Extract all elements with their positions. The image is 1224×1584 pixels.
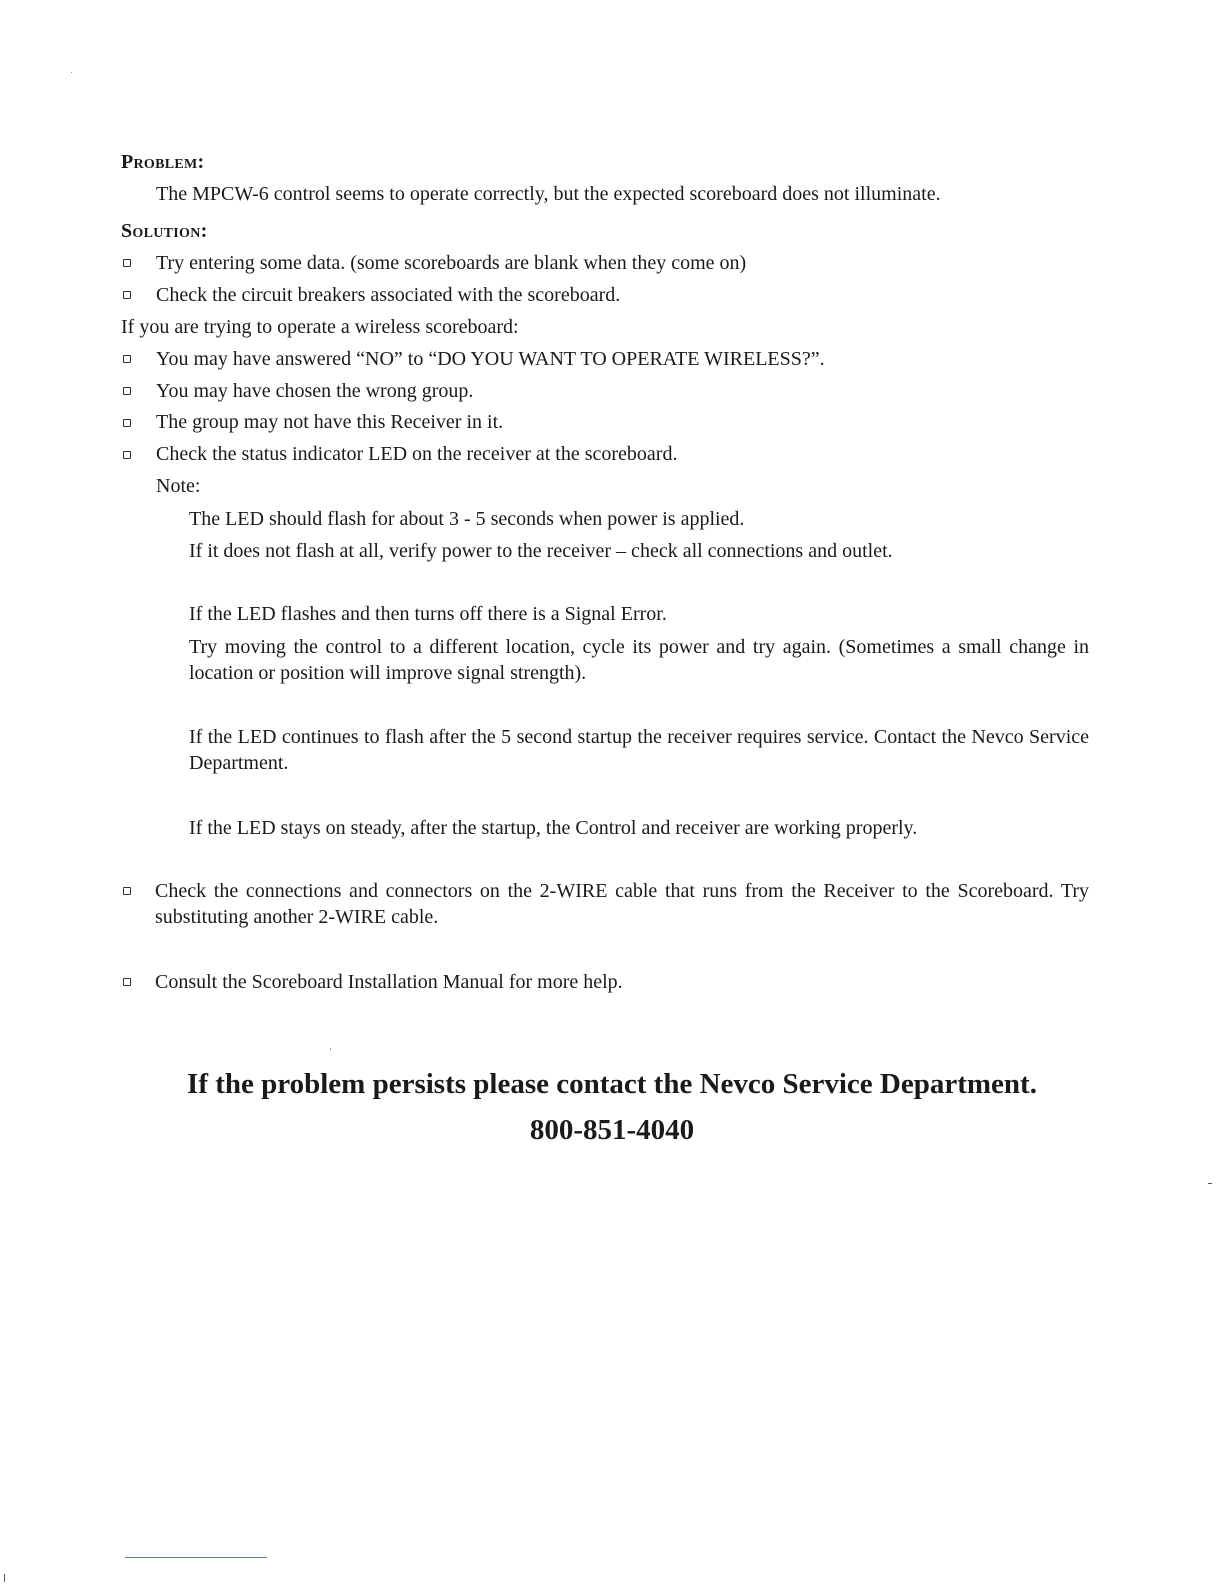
wireless-intro: If you are trying to operate a wireless scoreboard:	[121, 316, 519, 338]
cable-item: Check the connections and connectors on the 2-WIRE cable that runs from the Receiver to the Scoreboard. Try substituting another 2-WIRE cable.	[155, 880, 1089, 928]
checkbox-icon	[123, 291, 131, 299]
contact-message: If the problem persists please contact the Nevco Service Department.	[187, 1068, 1037, 1100]
wireless-item: Check the status indicator LED on the receiver at the scoreboard.	[156, 443, 678, 465]
wireless-item: You may have chosen the wrong group.	[156, 380, 474, 402]
solution-item: Try entering some data. (some scoreboards are blank when they come on)	[156, 252, 747, 274]
scan-speck	[4, 1574, 5, 1582]
solution-item: Check the circuit breakers associated with the scoreboard.	[156, 284, 621, 306]
note-steady: If the LED stays on steady, after the startup, the Control and receiver are working properly.	[189, 817, 918, 839]
manual-item: Consult the Scoreboard Installation Manual for more help.	[155, 971, 623, 993]
problem-heading: Problem:	[121, 151, 205, 173]
problem-text: The MPCW-6 control seems to operate correctly, but the expected scoreboard does not illuminate.	[156, 183, 941, 205]
checkbox-icon	[123, 451, 131, 459]
note-flash-normal: The LED should flash for about 3 - 5 seconds when power is applied.	[189, 508, 745, 530]
note-service: If the LED continues to flash after the 5 second startup the receiver requires service. Contact the Nevco Service Department.	[189, 726, 1089, 774]
scan-speck	[330, 1048, 331, 1050]
note-signal-error: If the LED flashes and then turns off there is a Signal Error.	[189, 603, 667, 625]
note-label: Note:	[156, 475, 201, 497]
note-no-flash: If it does not flash at all, verify power to the receiver – check all connections and outlet.	[189, 540, 893, 562]
note-signal-tip: Try moving the control to a different location, cycle its power and try again. (Sometimes a small change in location or position will improve signal strength).	[189, 636, 1089, 684]
solution-heading: Solution:	[121, 220, 208, 242]
wireless-item: The group may not have this Receiver in it.	[156, 411, 504, 433]
checkbox-icon	[123, 355, 131, 363]
footer-rule	[125, 1557, 267, 1558]
wireless-item: You may have answered “NO” to “DO YOU WANT TO OPERATE WIRELESS?”.	[156, 348, 825, 370]
checkbox-icon	[123, 419, 131, 427]
checkbox-icon	[123, 387, 131, 395]
checkbox-icon	[123, 259, 131, 267]
scan-speck	[71, 72, 72, 73]
contact-phone: 800-851-4040	[529, 1114, 695, 1146]
checkbox-icon	[123, 978, 131, 986]
checkbox-icon	[123, 887, 131, 895]
scan-speck	[1208, 1183, 1212, 1184]
